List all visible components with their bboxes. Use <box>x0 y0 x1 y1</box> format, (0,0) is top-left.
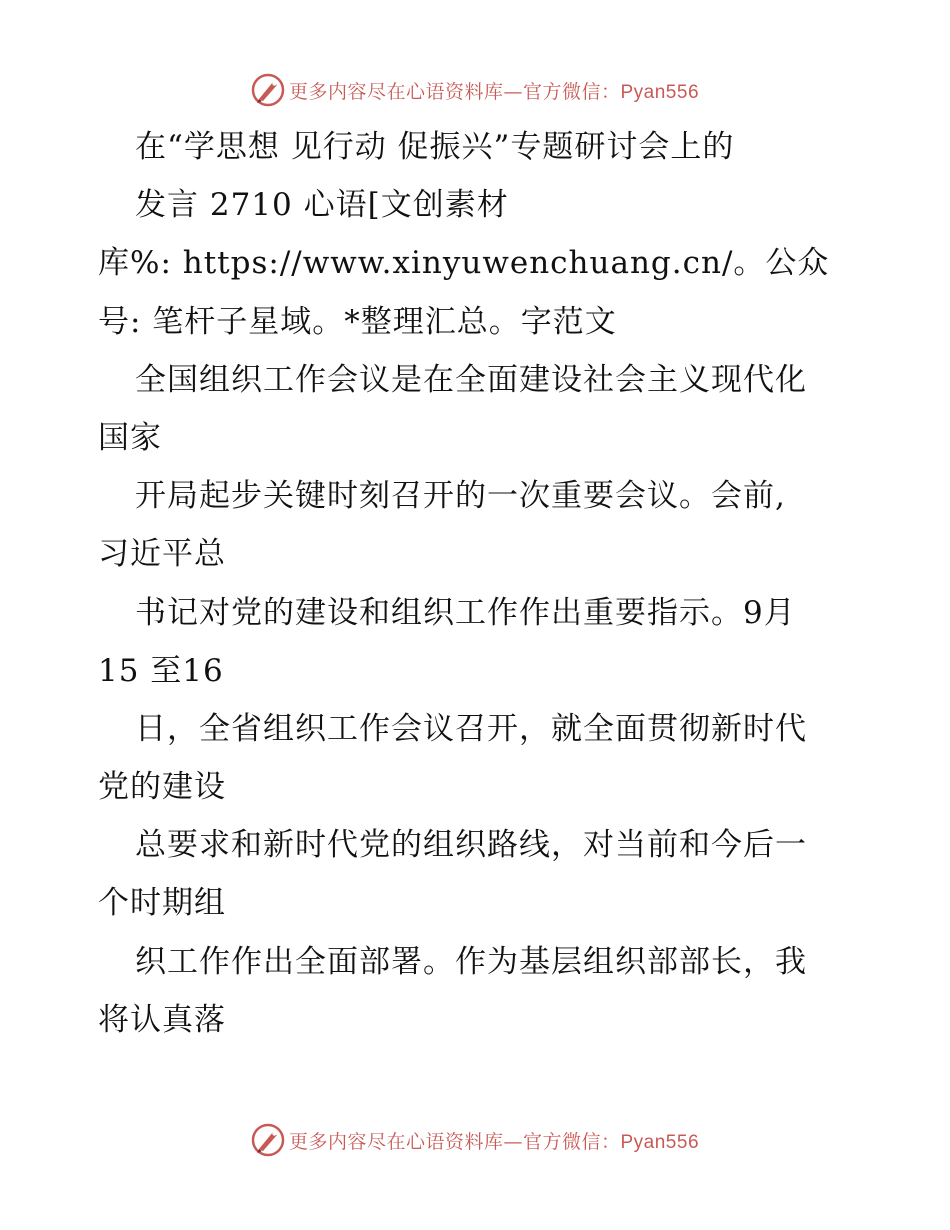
doc-line: 织工作作出全面部署。作为基层组织部部长，我 <box>135 943 807 980</box>
doc-line: 全国组织工作会议是在全面建设社会主义现代化 <box>135 361 807 398</box>
document-body <box>98 118 858 1049</box>
banner-caption: 更多内容尽在心语资料库—官方微信： <box>288 80 621 103</box>
doc-line: 日，全省组织工作会议召开，就全面贯彻新时代 <box>135 710 807 747</box>
doc-line: 将认真落 <box>98 1001 226 1038</box>
banner-text <box>289 77 699 104</box>
doc-line: 号: 笔杆子星域。*整理汇总。字范文 <box>98 303 617 340</box>
doc-line: 书记对党的建设和组织工作作出重要指示。9月 <box>135 594 796 631</box>
banner-account: Pyan556 <box>620 81 700 103</box>
banner-caption: 更多内容尽在心语资料库—官方微信： <box>288 1130 621 1153</box>
footer-watermark-banner <box>0 1120 950 1160</box>
banner-text <box>289 1127 699 1154</box>
doc-line: 总要求和新时代党的组织路线，对当前和今后一 <box>135 827 807 864</box>
doc-line: 国家 <box>98 419 162 456</box>
doc-line: 习近平总 <box>98 536 226 573</box>
doc-line: 库%: https://www.xinyuwenchuang.cn/。公众 <box>98 245 830 282</box>
doc-line: 开局起步关键时刻召开的一次重要会议。会前, <box>135 478 786 515</box>
doc-line: 党的建设 <box>98 769 226 806</box>
pen-logo-icon <box>251 1123 285 1157</box>
doc-line: 15 至16 <box>98 652 224 689</box>
doc-line: 个时期组 <box>98 885 226 922</box>
doc-line: 发言 2710 心语[文创素材 <box>135 187 509 224</box>
pen-logo-icon <box>251 73 285 107</box>
doc-line: 在“学思想 见行动 促振兴”专题研讨会上的 <box>135 129 735 165</box>
banner-account: Pyan556 <box>620 1131 700 1153</box>
header-watermark-banner <box>0 70 950 110</box>
